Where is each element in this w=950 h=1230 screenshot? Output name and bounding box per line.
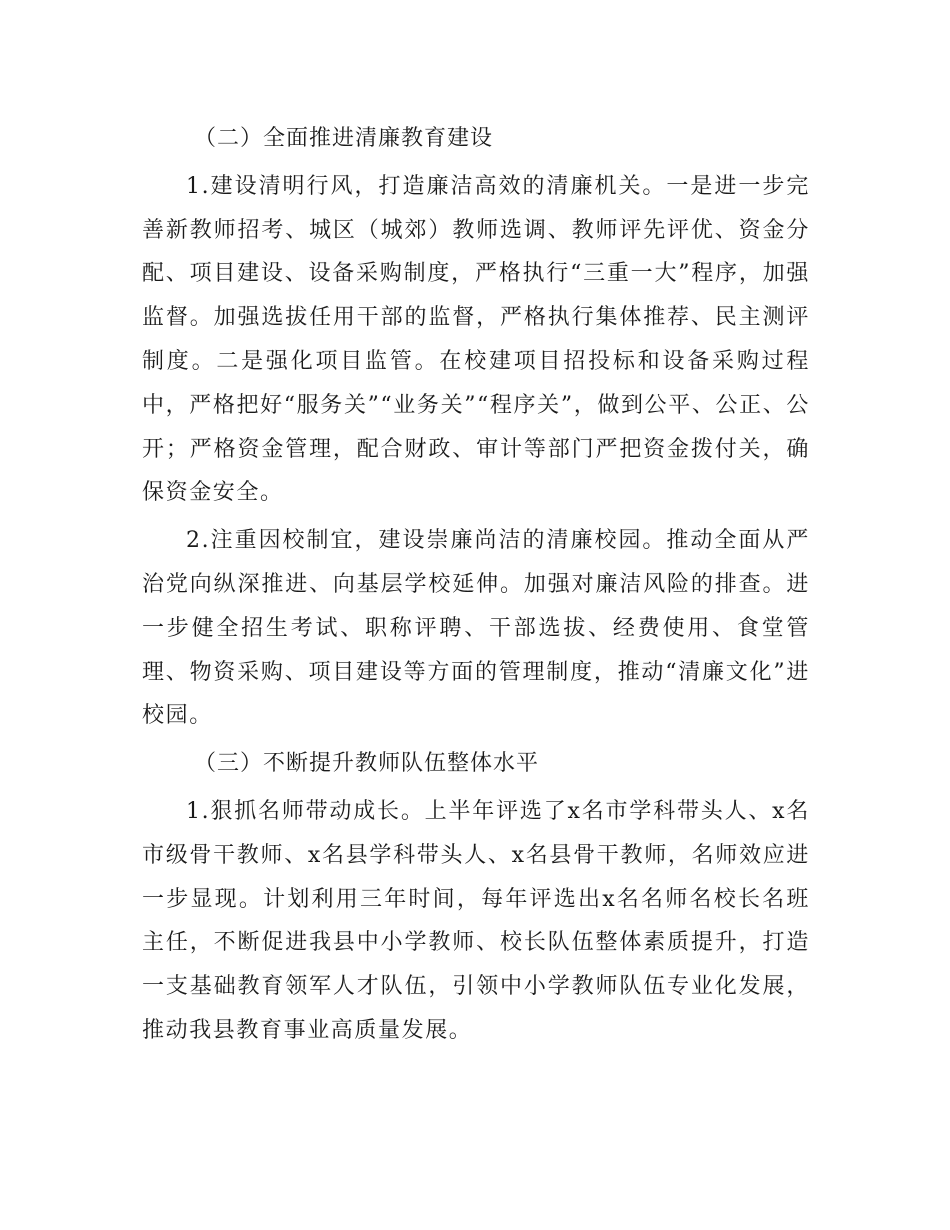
document-body [142, 117, 810, 1053]
section-three-heading: （三）不断提升教师队伍整体水平 [194, 751, 540, 777]
section-two-heading: （二）全面推进清廉教育建设 [194, 126, 494, 151]
section-two-item-1: 1.建设清明行风，打造廉洁高效的清廉机关。一是进一步完善新教师招考、城区（城郊）教师选调、教师评先评优、资金分配、项目建设、设备采购制度，严格执行“三重一大”程序，加强监督。加强选拔任用干部的监督，严格执行集体推荐、民主测评制度。二是强化项目监管。在校建项目招投标和设备采购过程中，严格把好“服务关”“业务关”“程序关”，做到公平、公正、公开；严格资金管理，配合财政、审计等部门严把资金拨付关，确保资金安全。 [142, 173, 810, 506]
section-three-item-1: 1.狠抓名师带动成长。上半年评选了x名市学科带头人、x名市级骨干教师、x名县学科带头人、x名县骨干教师，名师效应进一步显现。计划利用三年时间，每年评选出x名名师名校长名班主任，不断促进我县中小学教师、校长队伍整体素质提升，打造一支基础教育领军人才队伍，引领中小学教师队伍专业化发展，推动我县教育事业高质量发展。 [142, 798, 810, 1043]
section-two-item-2: 2.注重因校制宜，建设崇廉尚洁的清廉校园。推动全面从严治党向纵深推进、向基层学校延伸。加强对廉洁风险的排查。进一步健全招生考试、职称评聘、干部选拔、经费使用、食堂管理、物资采购、项目建设等方面的管理制度，推动“清廉文化”进校园。 [142, 528, 810, 729]
